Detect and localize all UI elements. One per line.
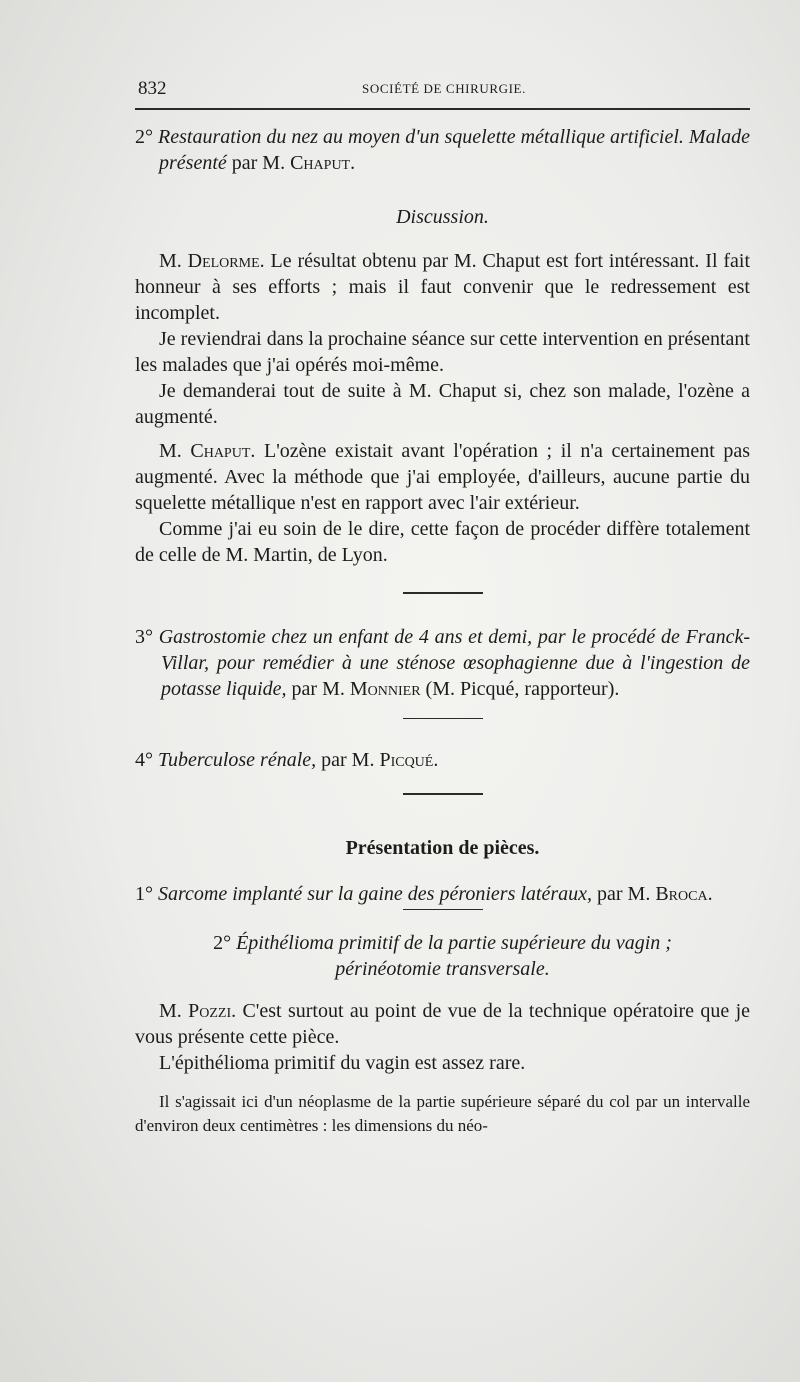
presentation-item-2-title-line-1: Épithélioma primitif de la partie supérieure du vagin ;	[236, 932, 672, 955]
presentation-paragraph-pozzi	[135, 998, 750, 1050]
running-head: SOCIÉTÉ DE CHIRURGIE.	[362, 81, 526, 96]
item-2-end: .	[350, 152, 356, 174]
item-3-by: par M.	[286, 677, 350, 700]
presentation-item-1-number: 1°	[135, 882, 153, 905]
item-4-number: 4°	[135, 749, 153, 772]
presentation-item-1-author: Broca	[655, 882, 708, 905]
page-header	[138, 78, 750, 104]
presentation-paragraph-rare: L'épithélioma primitif du vagin est assez rare.	[159, 1052, 526, 1075]
discussion-paragraph-4	[135, 438, 750, 516]
discussion-paragraph-5: Comme j'ai eu soin de le dire, cette façon de procéder diffère totalement de celle de M. Martin, de Lyon.	[135, 518, 750, 566]
item-4-author: Picqué	[379, 749, 434, 772]
discussion-paragraph-4-text: L'ozène existait avant l'opération ; il n'a certainement pas augmenté. Avec la méthode que j'ai employée, d'ailleurs, aucune partie du squelette métallique n'est en rapport avec l'air extérieur.	[135, 440, 751, 514]
presentation-item-1-by: par M.	[592, 882, 656, 905]
item-4	[135, 747, 750, 773]
presentation-small-print: Il s'agissait ici d'un néoplasme de la partie supérieure séparé du col par un intervalle d'environ deux centimètres : les dimensions du néo-	[135, 1092, 750, 1136]
presentation-item-2-number: 2°	[213, 932, 232, 955]
presentation-item-1-title: Sarcome implanté sur la gaine des péroniers latéraux,	[158, 882, 593, 905]
discussion-paragraph-1	[135, 248, 750, 326]
section-divider	[403, 718, 483, 720]
discussion-paragraph-3: Je demanderai tout de suite à M. Chaput si, chez son malade, l'ozène a augmenté.	[135, 380, 750, 428]
document-body	[135, 124, 750, 1138]
item-2	[135, 124, 750, 176]
item-3-rest: (M. Picqué, rapporteur).	[420, 677, 620, 700]
discussion-heading: Discussion.	[396, 206, 489, 228]
presentation-item-2-title-line-2: périnéotomie transversale.	[335, 958, 550, 981]
presentation-item-1	[135, 881, 750, 907]
discussion-paragraph-2: Je reviendrai dans la prochaine séance sur cette intervention en présentant les malades que j'ai opérés moi-même.	[135, 328, 750, 376]
item-3	[135, 624, 750, 702]
item-2-number: 2°	[135, 126, 153, 148]
item-4-title: Tuberculose rénale,	[158, 749, 317, 772]
item-4-by: par M.	[316, 749, 380, 772]
item-3-author: Monnier	[349, 677, 421, 700]
item-2-presented: Malade présenté	[159, 126, 751, 174]
item-2-title: Restauration du nez au moyen d'un squelette métallique artificiel.	[158, 126, 684, 148]
section-divider	[403, 592, 483, 594]
item-2-by: par M.	[226, 152, 291, 174]
presentation-item-2	[135, 930, 750, 956]
speaker-chaput: M. Chaput.	[159, 440, 256, 462]
discussion-paragraph-1-text: Le résultat obtenu par M. Chaput est fort intéressant. Il fait honneur à ses efforts ; mais il faut convenir que le redressement est incomplet.	[135, 250, 750, 324]
page-number: 832	[138, 78, 167, 99]
presentation-paragraph-pozzi-text: C'est surtout au point de vue de la technique opératoire que je vous présente cette pièce.	[135, 1000, 750, 1049]
item-3-title: Gastrostomie chez un enfant de 4 ans et demi, par le procédé de Franck-Villar, pour remédier à une sténose œsophagienne due à l'ingestion de potasse liquide,	[158, 625, 750, 700]
header-rule	[135, 108, 750, 110]
section-divider	[403, 793, 483, 795]
presentation-item-1-end: .	[707, 882, 713, 905]
item-2-author: Chaput	[290, 152, 351, 174]
speaker-delorme: M. Delorme.	[159, 250, 265, 272]
item-4-end: .	[433, 749, 439, 772]
item-3-number: 3°	[135, 625, 153, 648]
speaker-pozzi: M. Pozzi.	[159, 1000, 237, 1023]
presentation-heading: Présentation de pièces.	[345, 836, 540, 859]
section-divider	[403, 909, 483, 911]
